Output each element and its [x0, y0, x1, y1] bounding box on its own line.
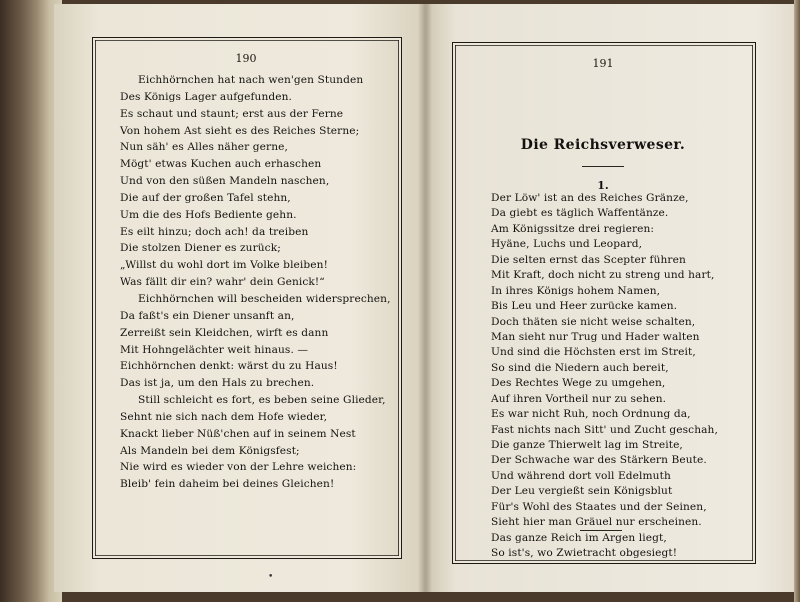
poem-line: So sind die Niedern auch bereit, — [491, 361, 669, 374]
poem-line: Eichhörnchen will bescheiden widersprechen, — [138, 292, 391, 305]
poem-line: Hyäne, Luchs und Leopard, — [491, 238, 643, 251]
poem-line: Still schleicht es fort, es beben seine Glieder, — [138, 394, 386, 407]
poem-line: Sieht hier man Gräuel nur erscheinen. — [491, 516, 702, 529]
poem-line: Bis Leu und Heer zurücke kamen. — [491, 300, 678, 313]
poem-line: Auf ihren Vortheil nur zu sehen. — [491, 392, 667, 405]
book-gutter — [418, 4, 432, 592]
poem-line: Da giebt es täglich Waffentänze. — [491, 207, 669, 220]
poem-line: Der Schwache war des Stärkern Beute. — [491, 454, 707, 467]
left-poem-lines — [120, 72, 392, 493]
poem-line: Nun säh' es Alles näher gerne, — [120, 141, 288, 154]
poem-line: Man sieht nur Trug und Hader walten — [491, 330, 700, 343]
poem-line: Sehnt nie sich nach dem Hofe wieder, — [120, 410, 328, 423]
poem-line: Von hohem Ast sieht es des Reiches Sterne; — [120, 124, 360, 137]
poem-line: Des Königs Lager aufgefunden. — [120, 90, 293, 103]
poem-line: Und sind die Höchsten erst im Streit, — [491, 346, 696, 359]
poem-line: Nie wird es wieder von der Lehre weichen: — [120, 461, 357, 474]
poem-line: Es eilt hinzu; doch ach! da treiben — [120, 225, 309, 238]
poem-line: In ihres Königs hohem Namen, — [491, 284, 661, 297]
section-number: 1. — [597, 179, 609, 192]
poem-line: Fast nichts nach Sitt' und Zucht geschah, — [491, 423, 718, 436]
fold-mark: • — [268, 572, 274, 582]
end-rule — [580, 530, 622, 531]
title-rule — [582, 166, 624, 167]
poem-line: „Willst du wohl dort im Volke bleiben! — [120, 259, 328, 272]
poem-line: Und während dort voll Edelmuth — [491, 469, 671, 482]
poem-line: Das ist ja, um den Hals zu brechen. — [120, 377, 315, 390]
poem-line: Eichhörnchen denkt: wärst du zu Haus! — [120, 360, 338, 373]
poem-line: Der Löw' ist an des Reiches Gränze, — [491, 192, 689, 204]
poem-line: Der Leu vergießt sein Königsblut — [491, 485, 673, 498]
poem-line: Als Mandeln bei dem Königsfest; — [120, 444, 300, 457]
left-page-number: 190 — [235, 52, 257, 65]
poem-line: Doch thäten sie nicht weise schalten, — [491, 315, 696, 328]
poem-line: Mit Kraft, doch nicht zu streng und hart, — [491, 269, 715, 282]
poem-line: Was fällt dir ein? wahr' dein Genick!“ — [120, 276, 325, 289]
right-page-number: 191 — [592, 57, 614, 70]
poem-line: Bleib' fein daheim bei deines Gleichen! — [120, 478, 335, 491]
poem-line: Das ganze Reich im Argen liegt, — [491, 531, 667, 544]
poem-line: So ist's, wo Zwietracht obgesiegt! — [491, 547, 678, 560]
poem-title: Die Reichsverweser. — [520, 137, 686, 153]
book-edge-right — [794, 0, 800, 602]
right-poem-lines — [491, 191, 747, 562]
poem-line: Eichhörnchen hat nach wen'gen Stunden — [138, 74, 364, 86]
poem-line: Die stolzen Diener es zurück; — [120, 242, 281, 255]
book-edge-left — [0, 0, 62, 602]
poem-line: Die ganze Thierwelt lag im Streite, — [491, 439, 683, 451]
poem-line: Zerreißt sein Kleidchen, wirft es dann — [120, 326, 329, 339]
poem-line: Mögt' etwas Kuchen auch erhaschen — [120, 158, 322, 171]
poem-line: Da faßt's ein Diener unsanft an, — [120, 309, 295, 322]
poem-line: Für's Wohl des Staates und der Seinen, — [491, 500, 707, 513]
poem-line: Am Königssitze drei regieren: — [491, 222, 655, 235]
poem-line: Knackt lieber Nüß'chen auf in seinem Nest — [120, 427, 356, 440]
poem-line: Es war nicht Ruh, noch Ordnung da, — [491, 408, 691, 421]
poem-line: Und von den süßen Mandeln naschen, — [120, 175, 330, 188]
poem-line: Um die des Hofs Bediente gehn. — [120, 208, 297, 221]
poem-line: Die auf der großen Tafel stehn, — [120, 191, 291, 204]
poem-line: Mit Hohngelächter weit hinaus. — — [120, 343, 309, 356]
poem-line: Die selten ernst das Scepter führen — [491, 253, 686, 266]
poem-line: Des Rechtes Wege zu umgehen, — [491, 377, 666, 390]
poem-line: Es schaut und staunt; erst aus der Ferne — [120, 107, 344, 120]
